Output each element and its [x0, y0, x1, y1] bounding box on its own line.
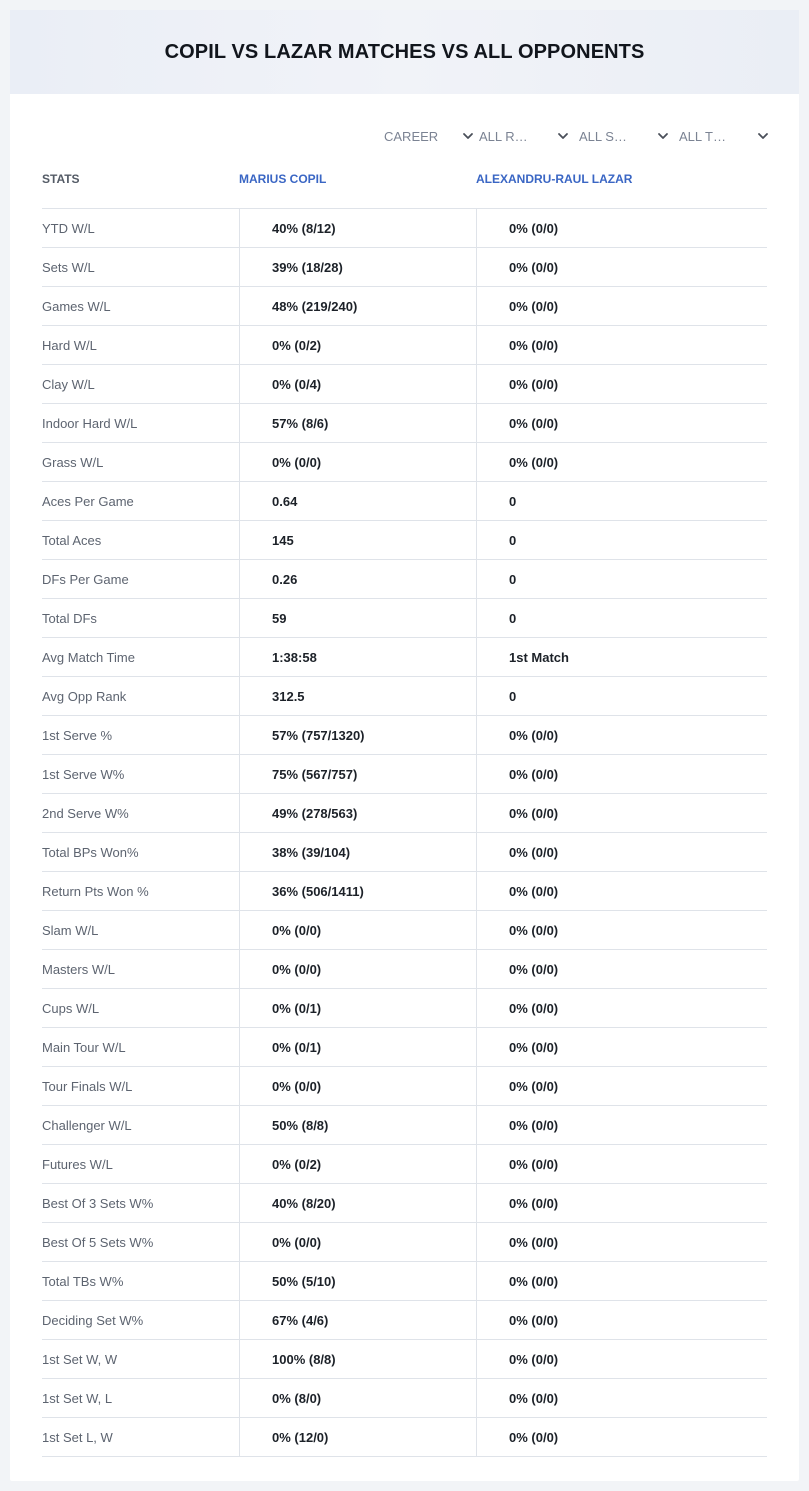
table-row — [42, 599, 767, 638]
player2-value: 0% (0/0) — [476, 833, 767, 871]
player1-value: 0% (0/0) — [239, 1223, 476, 1261]
stat-label: Indoor Hard W/L — [42, 415, 138, 431]
table-row — [42, 1028, 767, 1067]
player2-value: 0% (0/0) — [476, 248, 767, 286]
chevron-down-icon — [462, 130, 474, 142]
player1-value: 0% (8/0) — [239, 1379, 476, 1417]
player2-value: 0% (0/0) — [476, 1184, 767, 1222]
stat-label: Total Aces — [42, 532, 102, 548]
player1-value: 59 — [239, 599, 476, 637]
player1-value: 75% (567/757) — [239, 755, 476, 793]
player1-value: 100% (8/8) — [239, 1340, 476, 1378]
player2-value: 0% (0/0) — [476, 716, 767, 754]
player1-value: 38% (39/104) — [239, 833, 476, 871]
filter-label: CAREER — [384, 128, 439, 144]
player1-value: 57% (8/6) — [239, 404, 476, 442]
surface-filter-select[interactable] — [579, 125, 669, 147]
player1-value: 0% (0/2) — [239, 326, 476, 364]
table-row — [42, 833, 767, 872]
player1-value: 0% (0/0) — [239, 443, 476, 481]
table-row — [42, 482, 767, 521]
table-row — [42, 1106, 767, 1145]
player1-value: 145 — [239, 521, 476, 559]
table-header — [42, 170, 767, 208]
player2-value: 0 — [476, 560, 767, 598]
table-row — [42, 1262, 767, 1301]
player2-value: 0% (0/0) — [476, 326, 767, 364]
stat-label: Avg Match Time — [42, 649, 135, 665]
stat-label: 1st Set W, W — [42, 1351, 118, 1367]
player1-value: 0% (0/0) — [239, 950, 476, 988]
player1-value: 0% (0/2) — [239, 1145, 476, 1183]
player1-value: 312.5 — [239, 677, 476, 715]
player2-value: 0% (0/0) — [476, 1301, 767, 1339]
stat-label: Hard W/L — [42, 337, 97, 353]
player1-value: 0.26 — [239, 560, 476, 598]
period-filter-select[interactable] — [384, 125, 474, 147]
player2-value: 0 — [476, 482, 767, 520]
player2-value: 0% (0/0) — [476, 1418, 767, 1456]
stat-label: Total BPs Won% — [42, 844, 139, 860]
player2-value: 0% (0/0) — [476, 1145, 767, 1183]
table-row — [42, 1067, 767, 1106]
table-row — [42, 443, 767, 482]
stat-label: 1st Serve % — [42, 727, 113, 743]
player2-value: 0% (0/0) — [476, 1028, 767, 1066]
table-row — [42, 872, 767, 911]
player2-link[interactable]: ALEXANDRU-RAUL LAZAR — [476, 172, 633, 186]
player2-value: 0% (0/0) — [476, 989, 767, 1027]
player1-value: 36% (506/1411) — [239, 872, 476, 910]
table-row — [42, 638, 767, 677]
stat-label: 1st Serve W% — [42, 766, 125, 782]
page-title: COPIL VS LAZAR MATCHES VS ALL OPPONENTS — [164, 40, 645, 63]
stat-label: YTD W/L — [42, 220, 95, 236]
table-row — [42, 248, 767, 287]
table-row — [42, 326, 767, 365]
table-row — [42, 1418, 767, 1457]
stat-label: Main Tour W/L — [42, 1039, 126, 1055]
table-row — [42, 1379, 767, 1418]
stat-label: Return Pts Won % — [42, 883, 149, 899]
stat-label: Grass W/L — [42, 454, 104, 470]
player1-link[interactable]: MARIUS COPIL — [239, 172, 327, 186]
player1-value: 49% (278/563) — [239, 794, 476, 832]
table-row — [42, 365, 767, 404]
stat-label: Clay W/L — [42, 376, 95, 392]
player2-value: 0% (0/0) — [476, 404, 767, 442]
table-row — [42, 716, 767, 755]
table-row — [42, 1184, 767, 1223]
player1-value: 48% (219/240) — [239, 287, 476, 325]
player2-value: 0 — [476, 677, 767, 715]
filter-label: ALL R… — [479, 128, 528, 144]
player2-value: 0% (0/0) — [476, 287, 767, 325]
table-row — [42, 1301, 767, 1340]
table-row — [42, 1340, 767, 1379]
player2-value: 1st Match — [476, 638, 767, 676]
player2-value: 0% (0/0) — [476, 365, 767, 403]
player2-value: 0 — [476, 521, 767, 559]
table-row — [42, 677, 767, 716]
player1-value: 1:38:58 — [239, 638, 476, 676]
table-row — [42, 287, 767, 326]
stat-label: Best Of 3 Sets W% — [42, 1195, 154, 1211]
player2-value: 0% (0/0) — [476, 1106, 767, 1144]
player2-value: 0% (0/0) — [476, 1340, 767, 1378]
player1-value: 50% (8/8) — [239, 1106, 476, 1144]
stats-table — [42, 208, 767, 1457]
player2-value: 0% (0/0) — [476, 872, 767, 910]
player2-value: 0% (0/0) — [476, 911, 767, 949]
player2-value: 0% (0/0) — [476, 794, 767, 832]
player1-value: 39% (18/28) — [239, 248, 476, 286]
player2-value: 0% (0/0) — [476, 950, 767, 988]
chevron-down-icon — [557, 130, 569, 142]
stat-label: Sets W/L — [42, 259, 95, 275]
chevron-down-icon — [757, 130, 769, 142]
player2-value: 0% (0/0) — [476, 1223, 767, 1261]
table-row — [42, 755, 767, 794]
stat-label: Challenger W/L — [42, 1117, 132, 1133]
stat-label: Total TBs W% — [42, 1273, 124, 1289]
stat-label: 2nd Serve W% — [42, 805, 129, 821]
player1-value: 0% (0/1) — [239, 989, 476, 1027]
player1-value: 40% (8/12) — [239, 209, 476, 247]
player2-value: 0% (0/0) — [476, 1379, 767, 1417]
round-filter-select[interactable] — [479, 125, 569, 147]
player2-value: 0 — [476, 599, 767, 637]
player2-value: 0% (0/0) — [476, 209, 767, 247]
player1-value: 0% (12/0) — [239, 1418, 476, 1456]
stat-label: Slam W/L — [42, 922, 99, 938]
player1-value: 0% (0/1) — [239, 1028, 476, 1066]
filter-label: ALL T… — [679, 128, 726, 144]
player2-value: 0% (0/0) — [476, 443, 767, 481]
player1-value: 40% (8/20) — [239, 1184, 476, 1222]
card-header — [10, 10, 799, 94]
stat-label: Masters W/L — [42, 961, 115, 977]
table-row — [42, 989, 767, 1028]
stat-label: Futures W/L — [42, 1156, 113, 1172]
player1-value: 0.64 — [239, 482, 476, 520]
stats-column-header: STATS — [42, 172, 80, 186]
table-row — [42, 1223, 767, 1262]
table-row — [42, 794, 767, 833]
player2-value: 0% (0/0) — [476, 755, 767, 793]
filter-bar — [10, 125, 799, 147]
stat-label: Best Of 5 Sets W% — [42, 1234, 154, 1250]
stat-label: Avg Opp Rank — [42, 688, 127, 704]
table-row — [42, 1145, 767, 1184]
table-row — [42, 521, 767, 560]
player1-value: 67% (4/6) — [239, 1301, 476, 1339]
table-row — [42, 404, 767, 443]
table-row — [42, 950, 767, 989]
player1-value: 50% (5/10) — [239, 1262, 476, 1300]
player2-value: 0% (0/0) — [476, 1067, 767, 1105]
filter-label: ALL S… — [579, 128, 627, 144]
stat-label: Games W/L — [42, 298, 111, 314]
player1-value: 0% (0/0) — [239, 1067, 476, 1105]
player2-value: 0% (0/0) — [476, 1262, 767, 1300]
stat-label: Aces Per Game — [42, 493, 134, 509]
player1-value: 57% (757/1320) — [239, 716, 476, 754]
stat-label: Cups W/L — [42, 1000, 100, 1016]
stats-card — [10, 10, 799, 1481]
stat-label: 1st Set W, L — [42, 1390, 113, 1406]
table-row — [42, 209, 767, 248]
player1-value: 0% (0/0) — [239, 911, 476, 949]
stat-label: Deciding Set W% — [42, 1312, 144, 1328]
stat-label: 1st Set L, W — [42, 1429, 113, 1445]
player1-value: 0% (0/4) — [239, 365, 476, 403]
table-row — [42, 560, 767, 599]
stat-label: Tour Finals W/L — [42, 1078, 133, 1094]
chevron-down-icon — [657, 130, 669, 142]
stat-label: Total DFs — [42, 610, 97, 626]
tournament-filter-select[interactable] — [679, 125, 769, 147]
stat-label: DFs Per Game — [42, 571, 129, 587]
table-row — [42, 911, 767, 950]
